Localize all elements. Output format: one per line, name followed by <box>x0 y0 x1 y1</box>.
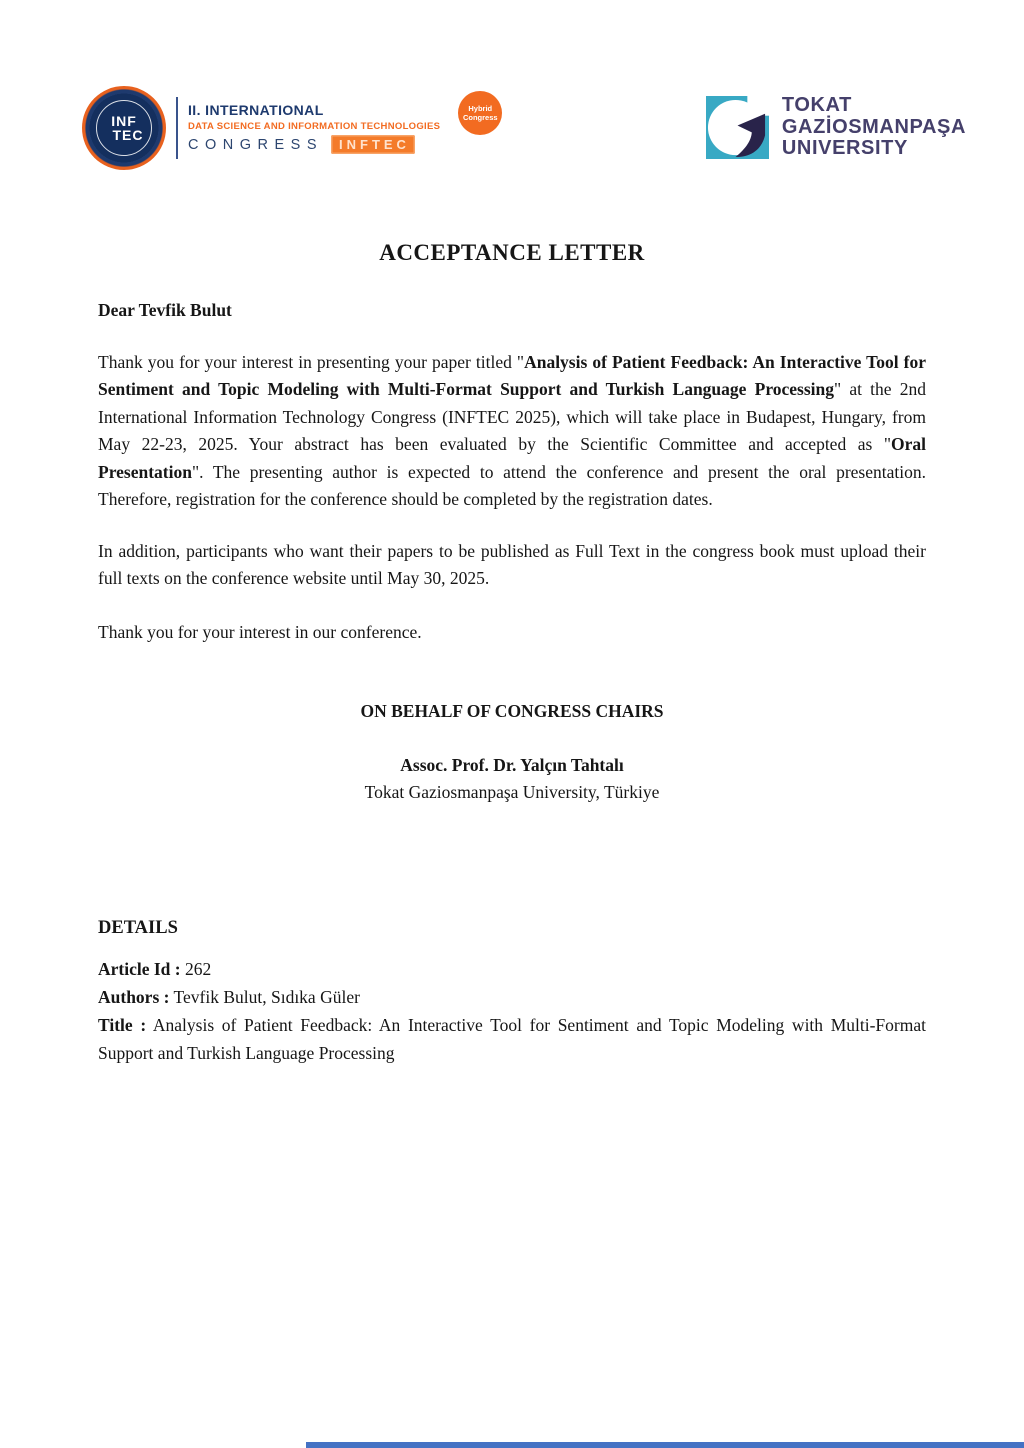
signer-affiliation: Tokat Gaziosmanpaşa University, Türkiye <box>364 782 660 802</box>
inftec-box-label: INFTEC <box>331 135 415 154</box>
title-value: Analysis of Patient Feedback: An Interactive Tool for Sentiment and Topic Modeling with Multi-Format Support and Turkish Language Processing <box>98 1015 926 1063</box>
detail-authors <box>98 983 926 1011</box>
inftec-congress-logo <box>82 86 502 170</box>
hybrid-badge-line2: Congress <box>462 113 498 122</box>
inftec-line3 <box>188 135 440 154</box>
tokat-line1: TOKAT <box>781 94 852 116</box>
tokat-logo-text <box>782 95 966 160</box>
logo-divider <box>176 97 178 159</box>
p1-part1: Thank you for your interest in presenting your paper titled " <box>98 351 525 372</box>
paragraph-fulltext: In addition, participants who want their papers to be published as Full Text in the congress book must upload their full texts on the conference website until May 30, 2025. <box>98 540 926 588</box>
bottom-accent-bar <box>306 1442 1024 1448</box>
details-block <box>98 955 926 1067</box>
inftec-line2: DATA SCIENCE AND INFORMATION TECHNOLOGIES <box>188 121 441 132</box>
inftec-line1: II. INTERNATIONAL <box>188 102 324 118</box>
salutation: Dear Tevfik Bulut <box>98 300 232 320</box>
inftec-badge-icon <box>82 86 166 170</box>
page-title: ACCEPTANCE LETTER <box>379 240 645 265</box>
hybrid-badge-line1: Hybrid <box>468 104 493 113</box>
inftec-logo-text <box>188 102 440 154</box>
p1-part3: " at the 2nd International Information Technology Congress (INFTEC 2025), which will take place in Budapest, Hungary, from May 22-23, 2025. Your abstract has been evaluated by the Scientific Committee and accepted as " <box>98 379 927 454</box>
signer-name: Assoc. Prof. Dr. Yalçın Tahtalı <box>400 754 624 775</box>
congress-label: CONGRESS <box>188 136 323 153</box>
authors-value: Tevfik Bulut, Sıdıka Güler <box>173 987 360 1007</box>
inftec-badge-line2: TEC <box>112 127 144 143</box>
authors-label: Authors : <box>98 987 170 1007</box>
detail-title <box>98 1011 926 1067</box>
p1-part5: ". The presenting author is expected to attend the conference and present the oral presentation. Therefore, registration for the conference should be completed by the registration dates. <box>98 461 926 509</box>
letter-content <box>98 238 926 1067</box>
article-id-label: Article Id : <box>98 959 181 979</box>
tokat-logo-icon <box>706 96 769 159</box>
article-id-value: 262 <box>185 959 212 979</box>
details-heading: DETAILS <box>98 917 178 938</box>
tokat-line2: GAZİOSMANPAŞA <box>781 115 966 138</box>
hybrid-congress-badge-icon <box>458 91 502 135</box>
paragraph-thanks: Thank you for your interest in our conference. <box>98 621 422 642</box>
oral-presentation-bold: Oral Presentation <box>98 434 926 482</box>
paper-title-bold: Analysis of Patient Feedback: An Interactive Tool for Sentiment and Topic Modeling with Multi-Format Support and Turkish Language Processing <box>98 351 926 399</box>
title-label: Title : <box>98 1015 147 1035</box>
tokat-university-logo <box>706 95 966 160</box>
inftec-badge-line1: INF <box>111 113 137 129</box>
on-behalf-heading: ON BEHALF OF CONGRESS CHAIRS <box>360 701 664 721</box>
tokat-line3: UNIVERSITY <box>781 137 908 159</box>
detail-article-id <box>98 955 926 983</box>
paragraph-acceptance <box>98 349 926 514</box>
inftec-badge-text <box>96 100 152 156</box>
